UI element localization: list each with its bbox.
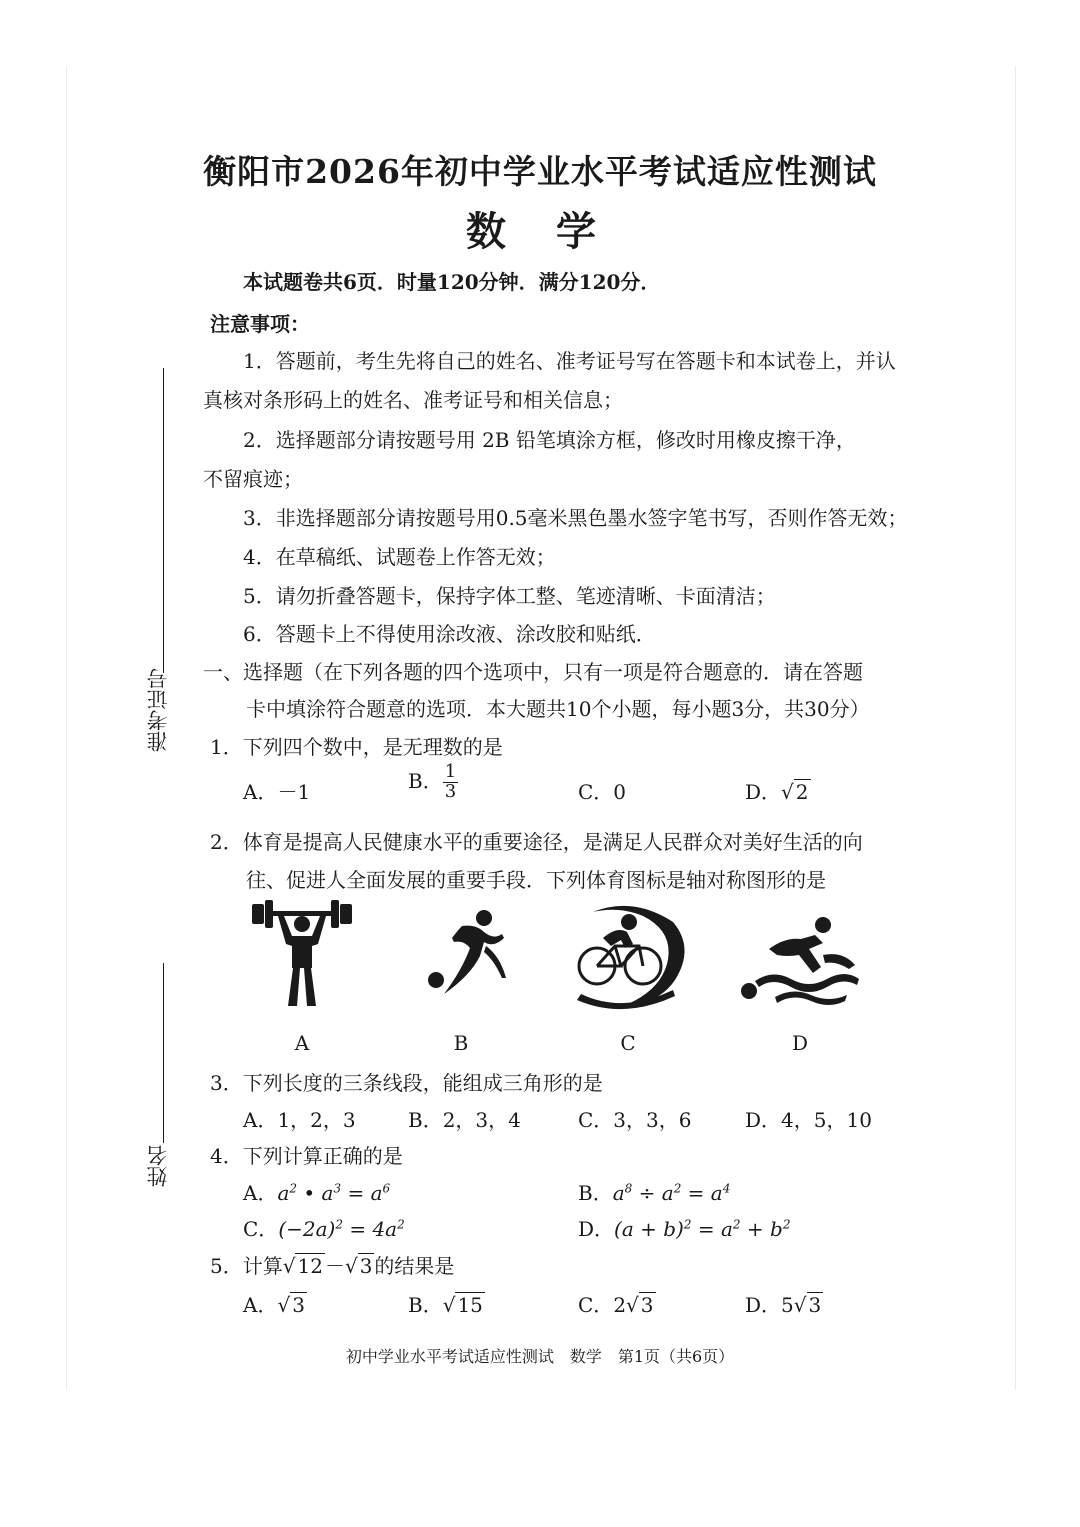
swimming-icon — [739, 915, 863, 1007]
q3-option-d: D．4，5，10 — [745, 1108, 872, 1132]
notice-item-5: 5．请勿折叠答题卡，保持字体工整、笔迹清晰、卡面清洁； — [243, 584, 776, 608]
q3-option-a: A．1，2，3 — [243, 1108, 356, 1132]
q2-stem: 2．体育是提高人民健康水平的重要途径，是满足人民群众对美好生活的向 — [210, 830, 863, 854]
q4-option-c: C．$(-2a)^2 = 4a^2$ — [243, 1217, 405, 1241]
q1-option-b: B． $\frac{1}{3}$ — [408, 761, 457, 802]
notice-item-1: 1．答题前，考生先将自己的姓名、准考证号写在答题卡和本试卷上，并认 — [243, 349, 896, 373]
exam-page — [66, 66, 1016, 1390]
q3-option-b: B．2，3，4 — [408, 1108, 521, 1132]
q5-option-b: B．√ 15 — [408, 1293, 483, 1317]
exam-id-underline — [163, 368, 164, 673]
formula: $a^2$ • $a^3 = a^6$ — [277, 1181, 391, 1205]
notice-item-2: 2．选择题部分请按题号用 2B 铅笔填涂方框，修改时用橡皮擦干净， — [243, 428, 856, 452]
notice-item-4: 4．在草稿纸、试题卷上作答无效； — [243, 545, 556, 569]
section1-heading-cont: 卡中填涂符合题意的选项．本大题共10个小题，每小题3分，共30分） — [246, 697, 870, 721]
q5-option-c: C．2√ 3 — [578, 1293, 654, 1317]
ball-sport-icon — [414, 906, 518, 998]
q3-option-c: C．3，3，6 — [578, 1108, 692, 1132]
q4-option-a: A．$a^2$ • $a^3 = a^6$ — [243, 1181, 391, 1205]
q4-option-b: B．$a^8 \div a^2 = a^4$ — [578, 1181, 731, 1205]
exam-info: 本试题卷共6页．时量120分钟．满分120分． — [243, 270, 661, 294]
notice-item-1-cont: 真核对条形码上的姓名、准考证号和相关信息； — [203, 388, 623, 412]
q2-label-c: C — [620, 1031, 636, 1055]
q2-label-a: A — [294, 1031, 310, 1055]
section1-heading: 一、选择题（在下列各题的四个选项中，只有一项是符合题意的．请在答题 — [203, 660, 863, 684]
formula: $(a + b)^2 = a^2 + b^2$ — [614, 1217, 791, 1241]
q1-option-d: D．√ 2 — [745, 780, 809, 804]
subject-title: 数 学 — [466, 208, 614, 255]
q1-stem: 1．下列四个数中，是无理数的是 — [210, 735, 503, 759]
q1-option-c: C．0 — [578, 780, 627, 804]
q3-stem: 3．下列长度的三条线段，能组成三角形的是 — [210, 1071, 603, 1095]
q2-label-b: B — [453, 1031, 469, 1055]
exam-title: 衡阳市2026年初中学业水平考试适应性测试 — [203, 152, 877, 191]
q2-label-d: D — [791, 1031, 809, 1055]
q5-stem: 5．计算√ 12 －√ 3 的结果是 — [210, 1254, 455, 1278]
q5-option-a: A．√ 3 — [243, 1293, 305, 1317]
name-label: 姓名 — [146, 1145, 170, 1187]
formula: $a^8 \div a^2 = a^4$ — [612, 1181, 731, 1205]
formula: $(-2a)^2 = 4a^2$ — [278, 1217, 405, 1241]
q4-option-d: D．$(a + b)^2 = a^2 + b^2$ — [578, 1217, 791, 1241]
q1-option-a: A．－1 — [243, 780, 311, 804]
notice-item-2-cont: 不留痕迹； — [203, 467, 303, 491]
q4-stem: 4．下列计算正确的是 — [210, 1144, 403, 1168]
weightlifting-icon — [250, 896, 354, 1011]
q2-stem-cont: 往、促进人全面发展的重要手段．下列体育图标是轴对称图形的是 — [246, 868, 826, 892]
q5-option-d: D．5√ 3 — [745, 1293, 822, 1317]
page-footer: 初中学业水平考试适应性测试 数学 第1页（共6页） — [345, 1347, 735, 1366]
notice-heading: 注意事项： — [210, 312, 310, 336]
cycling-icon — [563, 902, 691, 1012]
notice-item-3: 3．非选择题部分请按题号用0.5毫米黑色墨水签字笔书写，否则作答无效； — [243, 506, 908, 530]
name-underline — [163, 963, 164, 1143]
fraction: $\frac{1}{3}$ — [444, 761, 457, 802]
notice-item-6: 6．答题卡上不得使用涂改液、涂改胶和贴纸． — [243, 622, 656, 646]
exam-id-label: 准考证号 — [146, 668, 170, 752]
